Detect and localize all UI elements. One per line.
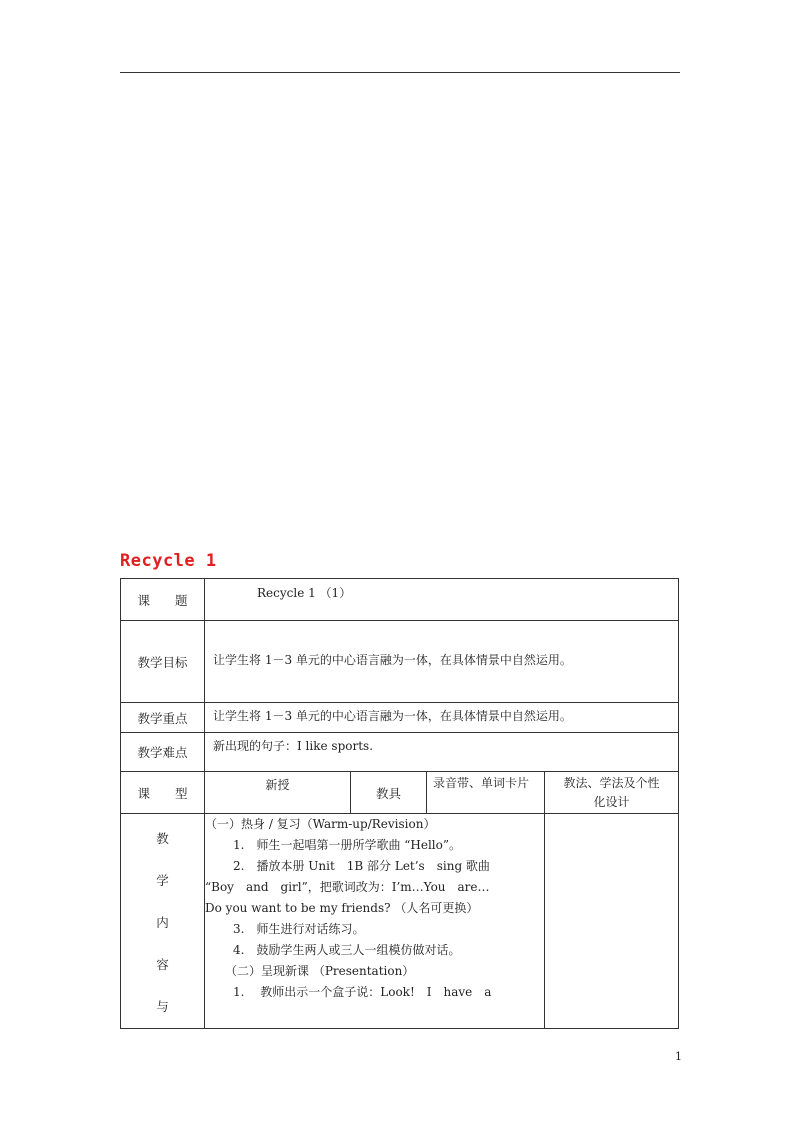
row-content <box>121 814 679 1029</box>
page-number: 1 <box>675 1050 682 1063</box>
lesson-plan-table <box>120 578 679 1029</box>
content-line: （一）热身 / 复习（Warm-up/Revision） <box>205 817 436 831</box>
key-label: 教学重点 <box>121 703 205 733</box>
key-value: 让学生将 1－3 单元的中心语言融为一体，在具体情景中自然运用。 <box>205 703 679 733</box>
row-difficulty <box>121 733 679 772</box>
aids-value: 录音带、单词卡片 <box>427 772 545 814</box>
content-label-char: 容 <box>156 957 169 972</box>
content-line: 2. 播放本册 Unit 1B 部分 Let’s sing 歌曲 <box>233 859 490 873</box>
document-title: Recycle 1 <box>120 551 217 571</box>
content-line: 3. 师生进行对话练习。 <box>233 922 365 936</box>
goal-value: 让学生将 1－3 单元的中心语言融为一体，在具体情景中自然运用。 <box>205 621 679 703</box>
content-line: （二）呈现新课 （Presentation） <box>225 964 415 978</box>
method-label: 教法、学法及个性化设计 <box>545 772 679 814</box>
topic-label: 课 题 <box>121 579 205 621</box>
goal-label: 教学目标 <box>121 621 205 703</box>
content-body <box>205 814 545 1029</box>
topic-value: Recycle 1 （1） <box>205 579 679 621</box>
row-type <box>121 772 679 814</box>
row-topic <box>121 579 679 621</box>
content-label-char: 教 <box>156 831 169 846</box>
header-rule <box>120 72 680 73</box>
type-label: 课 型 <box>121 772 205 814</box>
row-goal <box>121 621 679 703</box>
difficulty-label: 教学难点 <box>121 733 205 772</box>
difficulty-value: 新出现的句子：I like sports. <box>205 733 679 772</box>
content-line: Do you want to be my friends? （人名可更换） <box>205 901 479 915</box>
content-label-char: 学 <box>156 873 169 888</box>
row-key-point <box>121 703 679 733</box>
aids-label: 教具 <box>351 772 427 814</box>
content-label-char: 内 <box>156 915 169 930</box>
content-line: “Boy and girl”，把歌词改为：I’m…You are… <box>205 880 490 894</box>
method-notes-cell <box>545 814 679 1029</box>
content-line: 4. 鼓励学生两人或三人一组模仿做对话。 <box>233 943 461 957</box>
content-label <box>121 814 205 1029</box>
content-line: 1. 教师出示一个盒子说：Look! I have a <box>233 985 492 999</box>
content-line: 1. 师生一起唱第一册所学歌曲 “Hello”。 <box>233 838 462 852</box>
type-value: 新授 <box>205 772 351 814</box>
content-label-char: 与 <box>156 999 169 1014</box>
